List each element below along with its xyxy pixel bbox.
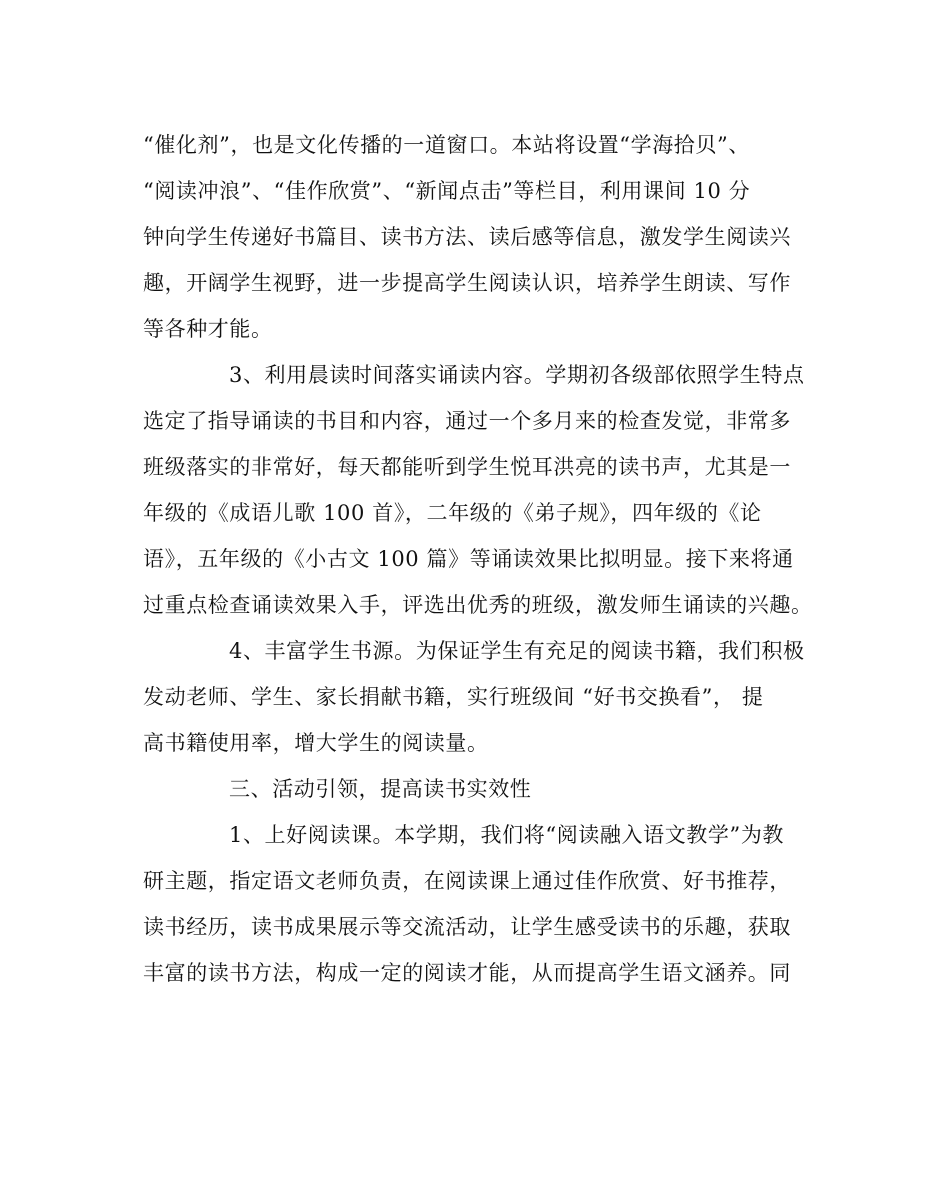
text-line: 丰富的读书方法，构成一定的阅读才能，从而提高学生语文涵养。同 xyxy=(143,961,791,985)
text-line: 班级落实的非常好，每天都能听到学生悦耳洪亮的读书声，尤其是一 xyxy=(143,455,791,479)
text-line: 年级的《成语儿歌 100 首》，二年级的《弟子规》，四年级的《论 xyxy=(143,501,762,525)
text-line: 过重点检查诵读效果入手，评选出优秀的班级，激发师生诵读的兴趣。 xyxy=(143,593,813,617)
text-line: 高书籍使用率，增大学生的阅读量。 xyxy=(143,731,489,755)
text-line: 发动老师、学生、家长捐献书籍，实行班级间 “好书交换看”， 提 xyxy=(143,685,764,709)
text-line: 钟向学生传递好书篇目、读书方法、读后感等信息，激发学生阅读兴 xyxy=(143,225,791,249)
paragraph-start-line: 3、利用晨读时间落实诵读内容。学期初各级部依照学生特点 xyxy=(229,363,805,387)
paragraph-start-line: 4、丰富学生书源。为保证学生有充足的阅读书籍，我们积极 xyxy=(229,639,805,663)
text-line: “阅读冲浪”、“佳作欣赏”、“新闻点击”等栏目，利用课间 10 分 xyxy=(143,179,751,203)
text-line: 研主题，指定语文老师负责，在阅读课上通过佳作欣赏、好书推荐， xyxy=(143,869,791,893)
paragraph-start-line: 1、上好阅读课。本学期，我们将“阅读融入语文教学”为教 xyxy=(229,823,785,847)
document-body xyxy=(143,122,815,996)
text-line: 等各种才能。 xyxy=(143,317,273,341)
text-line: 趣，开阔学生视野，进一步提高学生阅读认识，培养学生朗读、写作 xyxy=(143,271,791,295)
text-line: 读书经历，读书成果展示等交流活动，让学生感受读书的乐趣，获取 xyxy=(143,915,791,939)
section-heading: 三、活动引领，提高读书实效性 xyxy=(229,777,532,801)
text-line: “催化剂”，也是文化传播的一道窗口。本站将设置“学海拾贝”、 xyxy=(143,133,750,157)
text-line: 语》，五年级的《小古文 100 篇》等诵读效果比拟明显。接下来将通 xyxy=(143,547,794,571)
text-line: 选定了指导诵读的书目和内容，通过一个多月来的检查发觉，非常多 xyxy=(143,409,791,433)
